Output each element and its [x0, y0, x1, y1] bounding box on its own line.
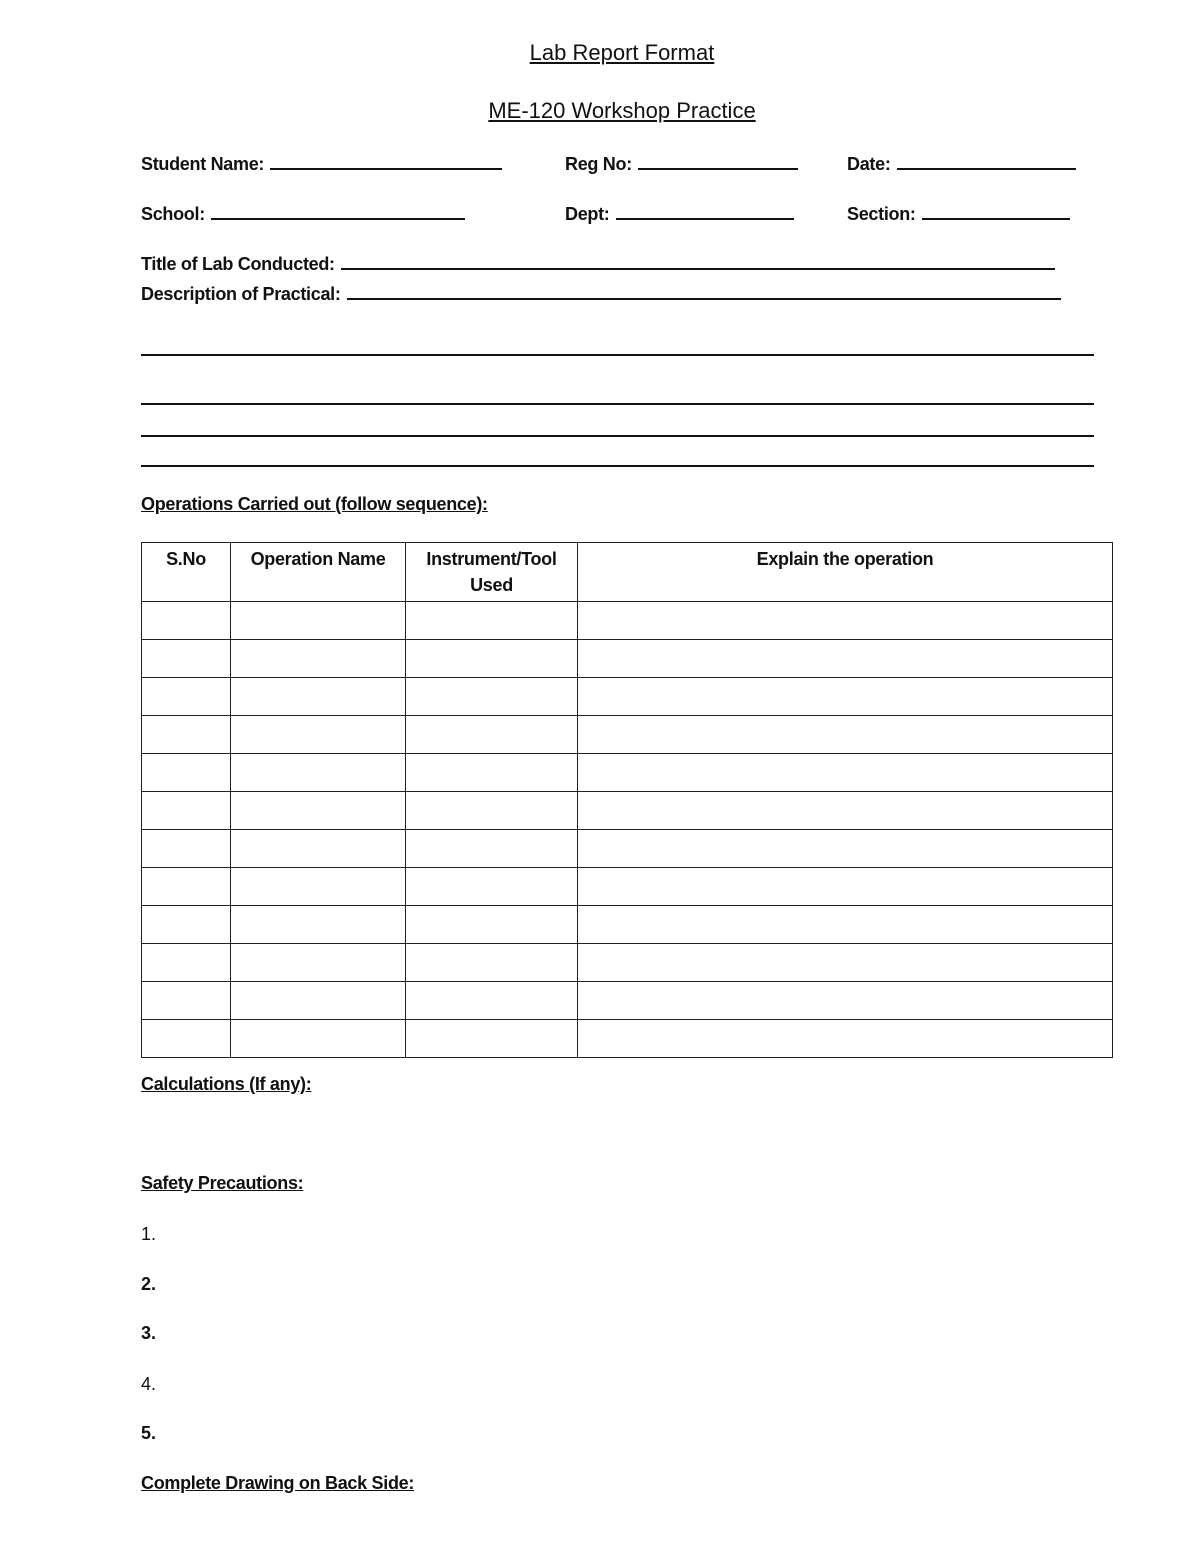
sno-cell[interactable]	[142, 640, 231, 678]
instrument-cell[interactable]	[406, 678, 578, 716]
operation-name-cell[interactable]	[231, 678, 406, 716]
instrument-cell[interactable]	[406, 830, 578, 868]
sno-cell[interactable]	[142, 678, 231, 716]
explain-cell[interactable]	[578, 868, 1113, 906]
instrument-cell[interactable]	[406, 754, 578, 792]
instrument-cell[interactable]	[406, 944, 578, 982]
lab-title-label: Title of Lab Conducted:	[141, 254, 335, 274]
col-operation-name: Operation Name	[231, 543, 406, 602]
sno-cell[interactable]	[142, 944, 231, 982]
explain-cell[interactable]	[578, 944, 1113, 982]
date-label: Date:	[847, 154, 891, 174]
instrument-cell[interactable]	[406, 716, 578, 754]
operation-name-cell[interactable]	[231, 906, 406, 944]
col-instrument-tool: Instrument/Tool Used	[406, 543, 578, 602]
explain-cell[interactable]	[578, 830, 1113, 868]
safety-item-1[interactable]: 1.	[141, 1224, 157, 1244]
operations-table-row	[142, 830, 1113, 868]
explain-cell[interactable]	[578, 754, 1113, 792]
safety-item-3[interactable]: 3.	[141, 1323, 157, 1343]
operation-name-cell[interactable]	[231, 640, 406, 678]
description-line-4[interactable]	[141, 465, 1094, 467]
operations-table	[141, 542, 1113, 1058]
operation-name-cell[interactable]	[231, 602, 406, 640]
operations-table-row	[142, 678, 1113, 716]
operation-name-cell[interactable]	[231, 944, 406, 982]
school-field[interactable]	[141, 204, 465, 225]
explain-cell[interactable]	[578, 678, 1113, 716]
drawing-heading: Complete Drawing on Back Side:	[141, 1473, 415, 1493]
lab-title-blank[interactable]	[341, 266, 1055, 270]
reg-no-field[interactable]	[565, 154, 798, 175]
sno-cell[interactable]	[142, 1020, 231, 1058]
sno-cell[interactable]	[142, 868, 231, 906]
safety-item-4[interactable]: 4.	[141, 1374, 157, 1394]
explain-cell[interactable]	[578, 640, 1113, 678]
page-title: Lab Report Format	[529, 40, 715, 65]
calculations-heading: Calculations (If any):	[141, 1074, 312, 1094]
operations-table-row	[142, 944, 1113, 982]
dept-field[interactable]	[565, 204, 794, 225]
instrument-cell[interactable]	[406, 868, 578, 906]
instrument-cell[interactable]	[406, 1020, 578, 1058]
instrument-cell[interactable]	[406, 640, 578, 678]
student-name-label: Student Name:	[141, 154, 265, 174]
school-blank[interactable]	[211, 216, 465, 220]
dept-blank[interactable]	[616, 216, 794, 220]
lab-title-field[interactable]	[141, 254, 1055, 275]
operations-table-row	[142, 868, 1113, 906]
sno-cell[interactable]	[142, 830, 231, 868]
operations-table-row	[142, 640, 1113, 678]
dept-label: Dept:	[565, 204, 610, 224]
operation-name-cell[interactable]	[231, 1020, 406, 1058]
reg-no-label: Reg No:	[565, 154, 632, 174]
operation-name-cell[interactable]	[231, 754, 406, 792]
safety-item-2[interactable]: 2.	[141, 1274, 157, 1294]
explain-cell[interactable]	[578, 716, 1113, 754]
description-blank[interactable]	[347, 296, 1061, 300]
operation-name-cell[interactable]	[231, 830, 406, 868]
operations-table-row	[142, 602, 1113, 640]
description-line-3[interactable]	[141, 435, 1094, 437]
student-name-blank[interactable]	[270, 166, 502, 170]
sno-cell[interactable]	[142, 982, 231, 1020]
col-sno: S.No	[142, 543, 231, 602]
explain-cell[interactable]	[578, 906, 1113, 944]
operations-table-row	[142, 716, 1113, 754]
course-subtitle: ME-120 Workshop Practice	[488, 98, 756, 123]
operations-header-row	[142, 543, 1113, 602]
explain-cell[interactable]	[578, 602, 1113, 640]
operation-name-cell[interactable]	[231, 982, 406, 1020]
operation-name-cell[interactable]	[231, 716, 406, 754]
instrument-cell[interactable]	[406, 792, 578, 830]
description-label: Description of Practical:	[141, 284, 341, 304]
operations-table-row	[142, 982, 1113, 1020]
safety-heading: Safety Precautions:	[141, 1173, 304, 1193]
school-label: School:	[141, 204, 205, 224]
operation-name-cell[interactable]	[231, 792, 406, 830]
operations-table-row	[142, 906, 1113, 944]
explain-cell[interactable]	[578, 792, 1113, 830]
operations-table-row	[142, 1020, 1113, 1058]
description-line-1[interactable]	[141, 354, 1094, 356]
operations-table-row	[142, 792, 1113, 830]
explain-cell[interactable]	[578, 1020, 1113, 1058]
student-name-field[interactable]	[141, 154, 502, 175]
safety-item-5[interactable]: 5.	[141, 1423, 157, 1443]
operation-name-cell[interactable]	[231, 868, 406, 906]
section-label: Section:	[847, 204, 916, 224]
reg-no-blank[interactable]	[638, 166, 798, 170]
sno-cell[interactable]	[142, 792, 231, 830]
section-blank[interactable]	[922, 216, 1070, 220]
explain-cell[interactable]	[578, 982, 1113, 1020]
sno-cell[interactable]	[142, 754, 231, 792]
instrument-cell[interactable]	[406, 602, 578, 640]
instrument-cell[interactable]	[406, 982, 578, 1020]
operations-heading: Operations Carried out (follow sequence):	[141, 494, 488, 514]
description-line-2[interactable]	[141, 403, 1094, 405]
date-blank[interactable]	[897, 166, 1076, 170]
section-field[interactable]	[847, 204, 1070, 225]
description-field[interactable]	[141, 284, 1061, 305]
sno-cell[interactable]	[142, 716, 231, 754]
col-explain-operation: Explain the operation	[578, 543, 1113, 602]
date-field[interactable]	[847, 154, 1076, 175]
instrument-cell[interactable]	[406, 906, 578, 944]
sno-cell[interactable]	[142, 906, 231, 944]
operations-table-row	[142, 754, 1113, 792]
sno-cell[interactable]	[142, 602, 231, 640]
